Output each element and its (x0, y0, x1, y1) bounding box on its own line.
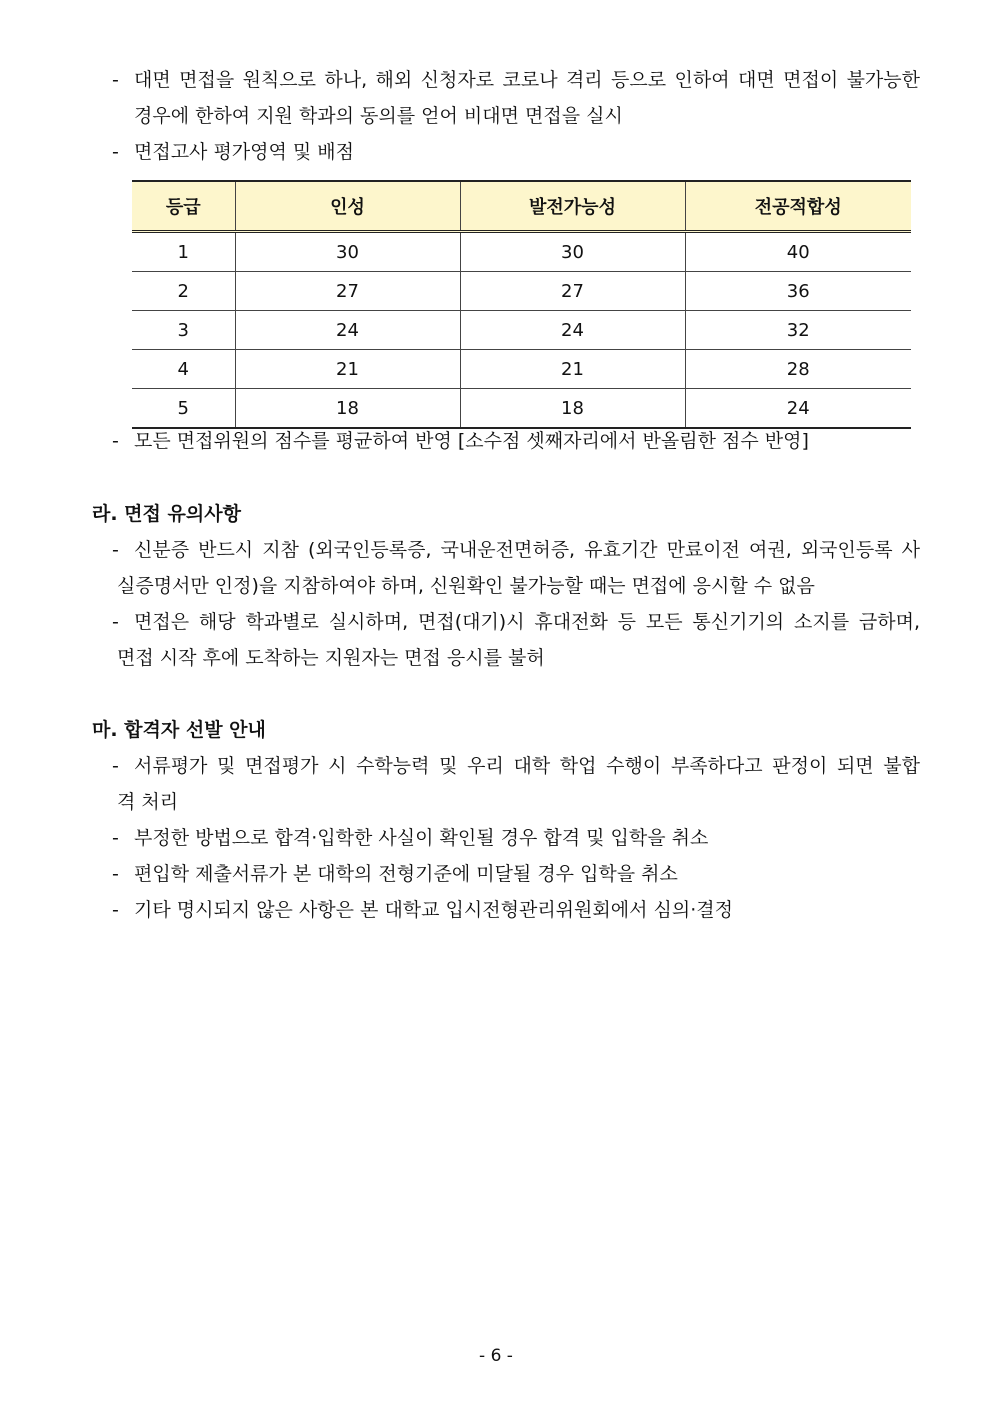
section-ra-item-2 (112, 604, 920, 640)
table-cell: 36 (685, 272, 911, 311)
table-cell: 24 (235, 311, 460, 350)
section-ma-item-2 (112, 820, 708, 856)
table-cell: 18 (460, 389, 685, 429)
table-cell: 24 (685, 389, 911, 429)
table-row (132, 350, 911, 389)
table-row (132, 311, 911, 350)
bullet-dash: - (112, 899, 119, 921)
table-cell: 27 (460, 272, 685, 311)
bullet-dash: - (112, 141, 119, 163)
table-cell: 21 (235, 350, 460, 389)
intro-bullet-1 (112, 62, 920, 98)
section-ma-title: 마. 합격자 선발 안내 (92, 719, 266, 741)
table-cell: 28 (685, 350, 911, 389)
section-ma-item-3 (112, 856, 678, 892)
bullet-dash: - (112, 827, 119, 849)
bullet-dash: - (112, 430, 119, 452)
intro-bullet-1-line-1: 대면 면접을 원칙으로 하나, 해외 신청자로 코로나 격리 등으로 인하여 대면 면접이 불가능한 (134, 69, 920, 91)
section-ra-title: 라. 면접 유의사항 (92, 503, 241, 525)
bullet-dash: - (112, 69, 119, 91)
bullet-dash: - (112, 755, 119, 777)
bullet-dash: - (112, 539, 119, 561)
after-table-bullet (112, 423, 809, 459)
intro-bullet-2-text: 면접고사 평가영역 및 배점 (134, 141, 355, 163)
table-cell: 30 (235, 232, 460, 272)
header-major-fit: 전공적합성 (685, 181, 911, 232)
section-ra-item-1-line-2: 실증명서만 인정)을 지참하여야 하며, 신원확인 불가능할 때는 면접에 응시할 수 없음 (117, 575, 815, 597)
table-cell: 2 (132, 272, 235, 311)
table-header-row (132, 181, 911, 232)
section-ma-item-4-text: 기타 명시되지 않은 사항은 본 대학교 입시전형관리위원회에서 심의·결정 (134, 899, 733, 921)
section-ra-item-1-line-1: 신분증 반드시 지참 (외국인등록증, 국내운전면허증, 유효기간 만료이전 여권, 외국인등록 사 (134, 539, 920, 561)
table-row (132, 272, 911, 311)
bullet-dash: - (112, 611, 119, 633)
table-cell: 4 (132, 350, 235, 389)
section-ma-item-1 (112, 748, 920, 784)
section-ma-item-1-line-2: 격 처리 (117, 791, 179, 813)
header-potential: 발전가능성 (460, 181, 685, 232)
section-ra-item-2-cont (117, 640, 545, 676)
section-ma-item-2-text: 부정한 방법으로 합격·입학한 사실이 확인될 경우 합격 및 입학을 취소 (134, 827, 709, 849)
section-ra-item-1-cont (117, 568, 815, 604)
table-cell: 5 (132, 389, 235, 429)
table-cell: 30 (460, 232, 685, 272)
table-cell: 3 (132, 311, 235, 350)
table-cell: 18 (235, 389, 460, 429)
intro-bullet-2 (112, 134, 354, 170)
intro-bullet-1-line-2: 경우에 한하여 지원 학과의 동의를 얻어 비대면 면접을 실시 (134, 105, 623, 127)
table-row (132, 232, 911, 272)
section-ra-item-2-line-1: 면접은 해당 학과별로 실시하며, 면접(대기)시 휴대전화 등 모든 통신기기의 소지를 금하며, (134, 611, 920, 633)
table-cell: 24 (460, 311, 685, 350)
table-cell: 27 (235, 272, 460, 311)
intro-bullet-1-cont (134, 98, 623, 134)
section-ma-item-3-text: 편입학 제출서류가 본 대학의 전형기준에 미달될 경우 입학을 취소 (134, 863, 678, 885)
header-character: 인성 (235, 181, 460, 232)
section-ma-item-1-line-1: 서류평가 및 면접평가 시 수학능력 및 우리 대학 학업 수행이 부족하다고 판정이 되면 불합 (134, 755, 920, 777)
section-ra-item-2-line-2: 면접 시작 후에 도착하는 지원자는 면접 응시를 불허 (117, 647, 545, 669)
table-cell: 40 (685, 232, 911, 272)
section-ra-item-1 (112, 532, 920, 568)
section-ma-item-4 (112, 892, 733, 928)
table-cell: 21 (460, 350, 685, 389)
page-number: - 6 - (479, 1346, 513, 1366)
bullet-dash: - (112, 863, 119, 885)
after-table-text: 모든 면접위원의 점수를 평균하여 반영 [소수점 셋째자리에서 반올림한 점수 반영] (134, 430, 809, 452)
table-cell: 1 (132, 232, 235, 272)
table-cell: 32 (685, 311, 911, 350)
header-grade: 등급 (132, 181, 235, 232)
section-ma-item-1-cont (117, 784, 178, 820)
score-table (132, 180, 911, 429)
